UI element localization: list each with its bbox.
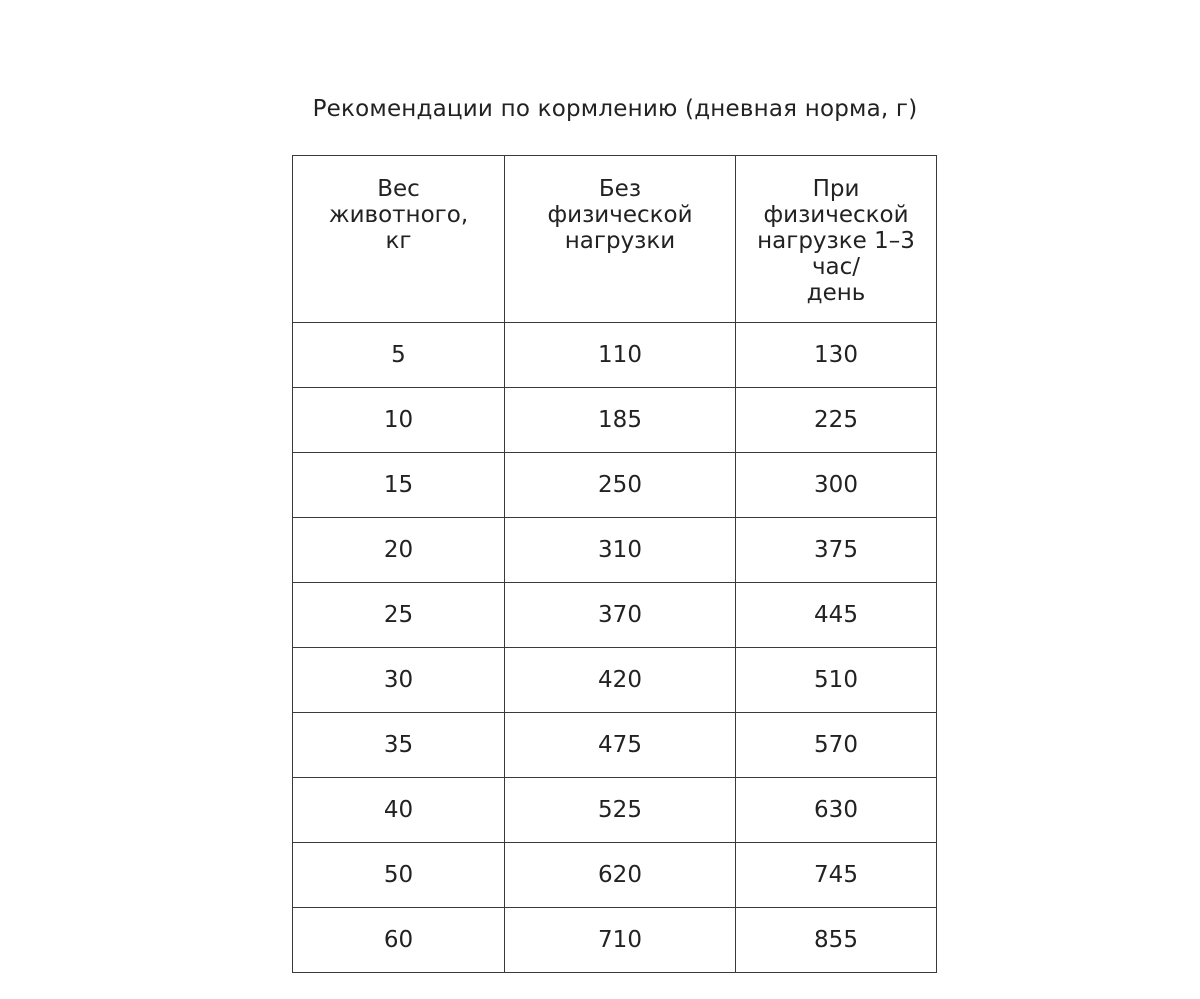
header-with-activity xyxy=(736,156,937,323)
header-no-activity-line: физической xyxy=(547,202,693,228)
header-with-activity-line: физической xyxy=(763,202,909,228)
cell-weight: 15 xyxy=(293,453,505,518)
table-row xyxy=(293,648,937,713)
cell-no-activity: 310 xyxy=(505,518,736,583)
header-weight-line: животного, xyxy=(328,202,469,228)
table-row xyxy=(293,453,937,518)
header-weight-line: Вес xyxy=(377,176,420,202)
cell-weight: 50 xyxy=(293,843,505,908)
cell-with-activity: 570 xyxy=(736,713,937,778)
cell-weight: 10 xyxy=(293,388,505,453)
cell-with-activity: 855 xyxy=(736,908,937,973)
table-row xyxy=(293,778,937,843)
cell-weight: 20 xyxy=(293,518,505,583)
table-row xyxy=(293,518,937,583)
cell-with-activity: 375 xyxy=(736,518,937,583)
cell-no-activity: 420 xyxy=(505,648,736,713)
cell-with-activity: 445 xyxy=(736,583,937,648)
table-row xyxy=(293,583,937,648)
cell-no-activity: 525 xyxy=(505,778,736,843)
header-no-activity-line: нагрузки xyxy=(564,228,676,254)
table-title: Рекомендации по кормлению (дневная норма, г) xyxy=(312,96,918,122)
cell-with-activity: 510 xyxy=(736,648,937,713)
cell-with-activity: 630 xyxy=(736,778,937,843)
header-weight xyxy=(293,156,505,323)
cell-no-activity: 620 xyxy=(505,843,736,908)
cell-no-activity: 250 xyxy=(505,453,736,518)
header-with-activity-line: час/ xyxy=(811,254,861,280)
header-with-activity-line: нагрузке 1–3 xyxy=(757,228,915,254)
cell-no-activity: 370 xyxy=(505,583,736,648)
cell-weight: 40 xyxy=(293,778,505,843)
cell-with-activity: 225 xyxy=(736,388,937,453)
header-no-activity-line: Без xyxy=(598,176,642,202)
header-with-activity-line: При xyxy=(812,176,860,202)
feeding-table xyxy=(292,155,937,973)
table-row xyxy=(293,908,937,973)
cell-with-activity: 300 xyxy=(736,453,937,518)
cell-with-activity: 745 xyxy=(736,843,937,908)
cell-weight: 35 xyxy=(293,713,505,778)
table-row xyxy=(293,323,937,388)
cell-no-activity: 110 xyxy=(505,323,736,388)
table-row xyxy=(293,713,937,778)
cell-weight: 60 xyxy=(293,908,505,973)
table-row xyxy=(293,843,937,908)
cell-no-activity: 475 xyxy=(505,713,736,778)
cell-no-activity: 185 xyxy=(505,388,736,453)
cell-no-activity: 710 xyxy=(505,908,736,973)
header-weight-line: кг xyxy=(385,228,412,254)
header-with-activity-line: день xyxy=(806,280,866,306)
header-no-activity xyxy=(505,156,736,323)
cell-with-activity: 130 xyxy=(736,323,937,388)
header-row xyxy=(293,156,937,323)
table-row xyxy=(293,388,937,453)
cell-weight: 30 xyxy=(293,648,505,713)
cell-weight: 5 xyxy=(293,323,505,388)
cell-weight: 25 xyxy=(293,583,505,648)
